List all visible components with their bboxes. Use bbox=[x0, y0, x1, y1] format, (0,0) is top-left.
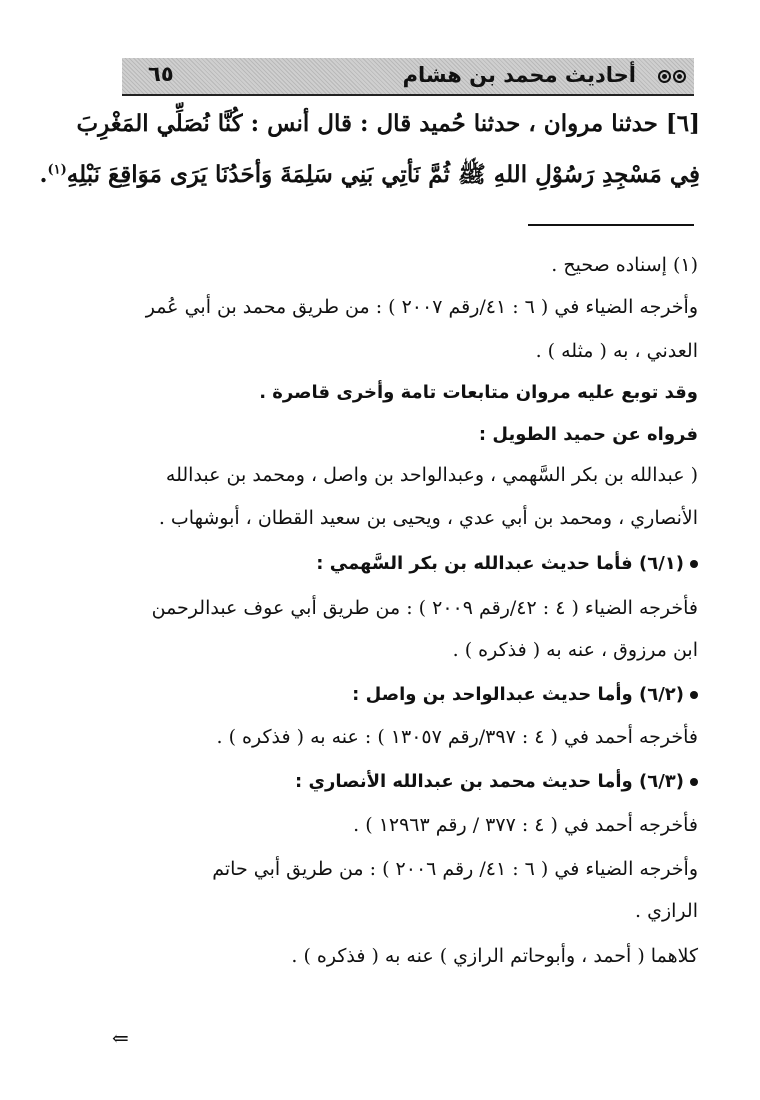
note-text: العدني ، به ( مثله ) . bbox=[535, 340, 698, 362]
note-text: فأخرجه أحمد في ( ٤ : ٣٧٧ / رقم ١٢٩٦٣ ) . bbox=[353, 814, 698, 836]
hadith-line-2-text: فِي مَسْجِدِ رَسُوْلِ اللهِ ﷺ ثُمَّ نَأتِي بَنِي سَلِمَةَ وَأحَدُنَا يَرَى مَوَاقِعَ نَبْلِهِ bbox=[66, 161, 700, 188]
note-line bbox=[108, 507, 698, 529]
note-text: (١) إسناده صحيح . bbox=[551, 254, 698, 276]
bold-note-line bbox=[108, 424, 698, 445]
note-text: الرازي . bbox=[635, 900, 698, 922]
note-text: كلاهما ( أحمد ، وأبوحاتم الرازي ) عنه به ( فذكره ) . bbox=[291, 945, 698, 967]
page-number: ٦٥ bbox=[148, 62, 174, 86]
note-text: فأخرجه أحمد في ( ٤ : ٣٩٧/رقم ١٣٠٥٧ ) : عنه به ( فذكره ) . bbox=[216, 726, 698, 748]
note-text: وأخرجه الضياء في ( ٦ : ٤١/ رقم ٢٠٠٦ ) : من طريق أبي حاتم bbox=[212, 858, 698, 880]
note-line bbox=[108, 464, 698, 486]
footnote-ref: (١) bbox=[47, 162, 67, 178]
note-line bbox=[108, 254, 698, 276]
note-text: فرواه عن حميد الطويل : bbox=[478, 424, 698, 445]
footnote-separator bbox=[528, 224, 694, 226]
header-title: أحاديث محمد بن هشام bbox=[402, 63, 636, 87]
note-text: ( عبدالله بن بكر السَّهمي ، وعبدالواحد بن واصل ، ومحمد بن عبدالله bbox=[165, 464, 698, 486]
note-text: وقد توبع عليه مروان متابعات تامة وأخرى قاصرة . bbox=[259, 382, 698, 403]
note-line bbox=[108, 597, 698, 619]
bullet-icon bbox=[690, 778, 698, 786]
hadith-line-2 bbox=[39, 160, 700, 194]
ornament-dots-icon bbox=[656, 68, 686, 87]
note-line bbox=[108, 639, 698, 661]
running-header bbox=[122, 58, 694, 96]
hadith-end-mark: . bbox=[39, 161, 48, 188]
continue-arrow-icon: ⇐ bbox=[112, 1026, 129, 1050]
note-line bbox=[108, 726, 698, 748]
note-line bbox=[108, 814, 698, 836]
bullet-icon bbox=[690, 560, 698, 568]
note-line bbox=[108, 296, 698, 318]
note-line bbox=[108, 945, 698, 967]
note-text: (٦/١) فأما حديث عبدالله بن بكر السَّهمي : bbox=[316, 553, 684, 574]
section-heading bbox=[108, 684, 698, 705]
section-heading bbox=[108, 771, 698, 792]
section-heading bbox=[108, 553, 698, 574]
bullet-icon bbox=[690, 691, 698, 699]
hadith-line-1: [٦] حدثنا مروان ، حدثنا حُميد قال : قال أنس : كُنَّا نُصَلِّي المَغْرِبَ bbox=[76, 110, 700, 137]
note-text: فأخرجه الضياء ( ٤ : ٤٢/رقم ٢٠٠٩ ) : من طريق أبي عوف عبدالرحمن bbox=[151, 597, 698, 619]
note-text: الأنصاري ، ومحمد بن أبي عدي ، ويحيى بن سعيد القطان ، أبوشهاب . bbox=[158, 507, 698, 529]
note-line bbox=[108, 900, 698, 922]
note-text: ابن مرزوق ، عنه به ( فذكره ) . bbox=[452, 639, 698, 661]
note-text: (٦/٣) وأما حديث محمد بن عبدالله الأنصاري : bbox=[295, 771, 684, 792]
note-line bbox=[108, 340, 698, 362]
note-line bbox=[108, 858, 698, 880]
note-text: (٦/٢) وأما حديث عبدالواحد بن واصل : bbox=[352, 684, 684, 705]
note-text: وأخرجه الضياء في ( ٦ : ٤١/رقم ٢٠٠٧ ) : من طريق محمد بن أبي عُمر bbox=[145, 296, 698, 318]
bold-note-line bbox=[108, 382, 698, 403]
